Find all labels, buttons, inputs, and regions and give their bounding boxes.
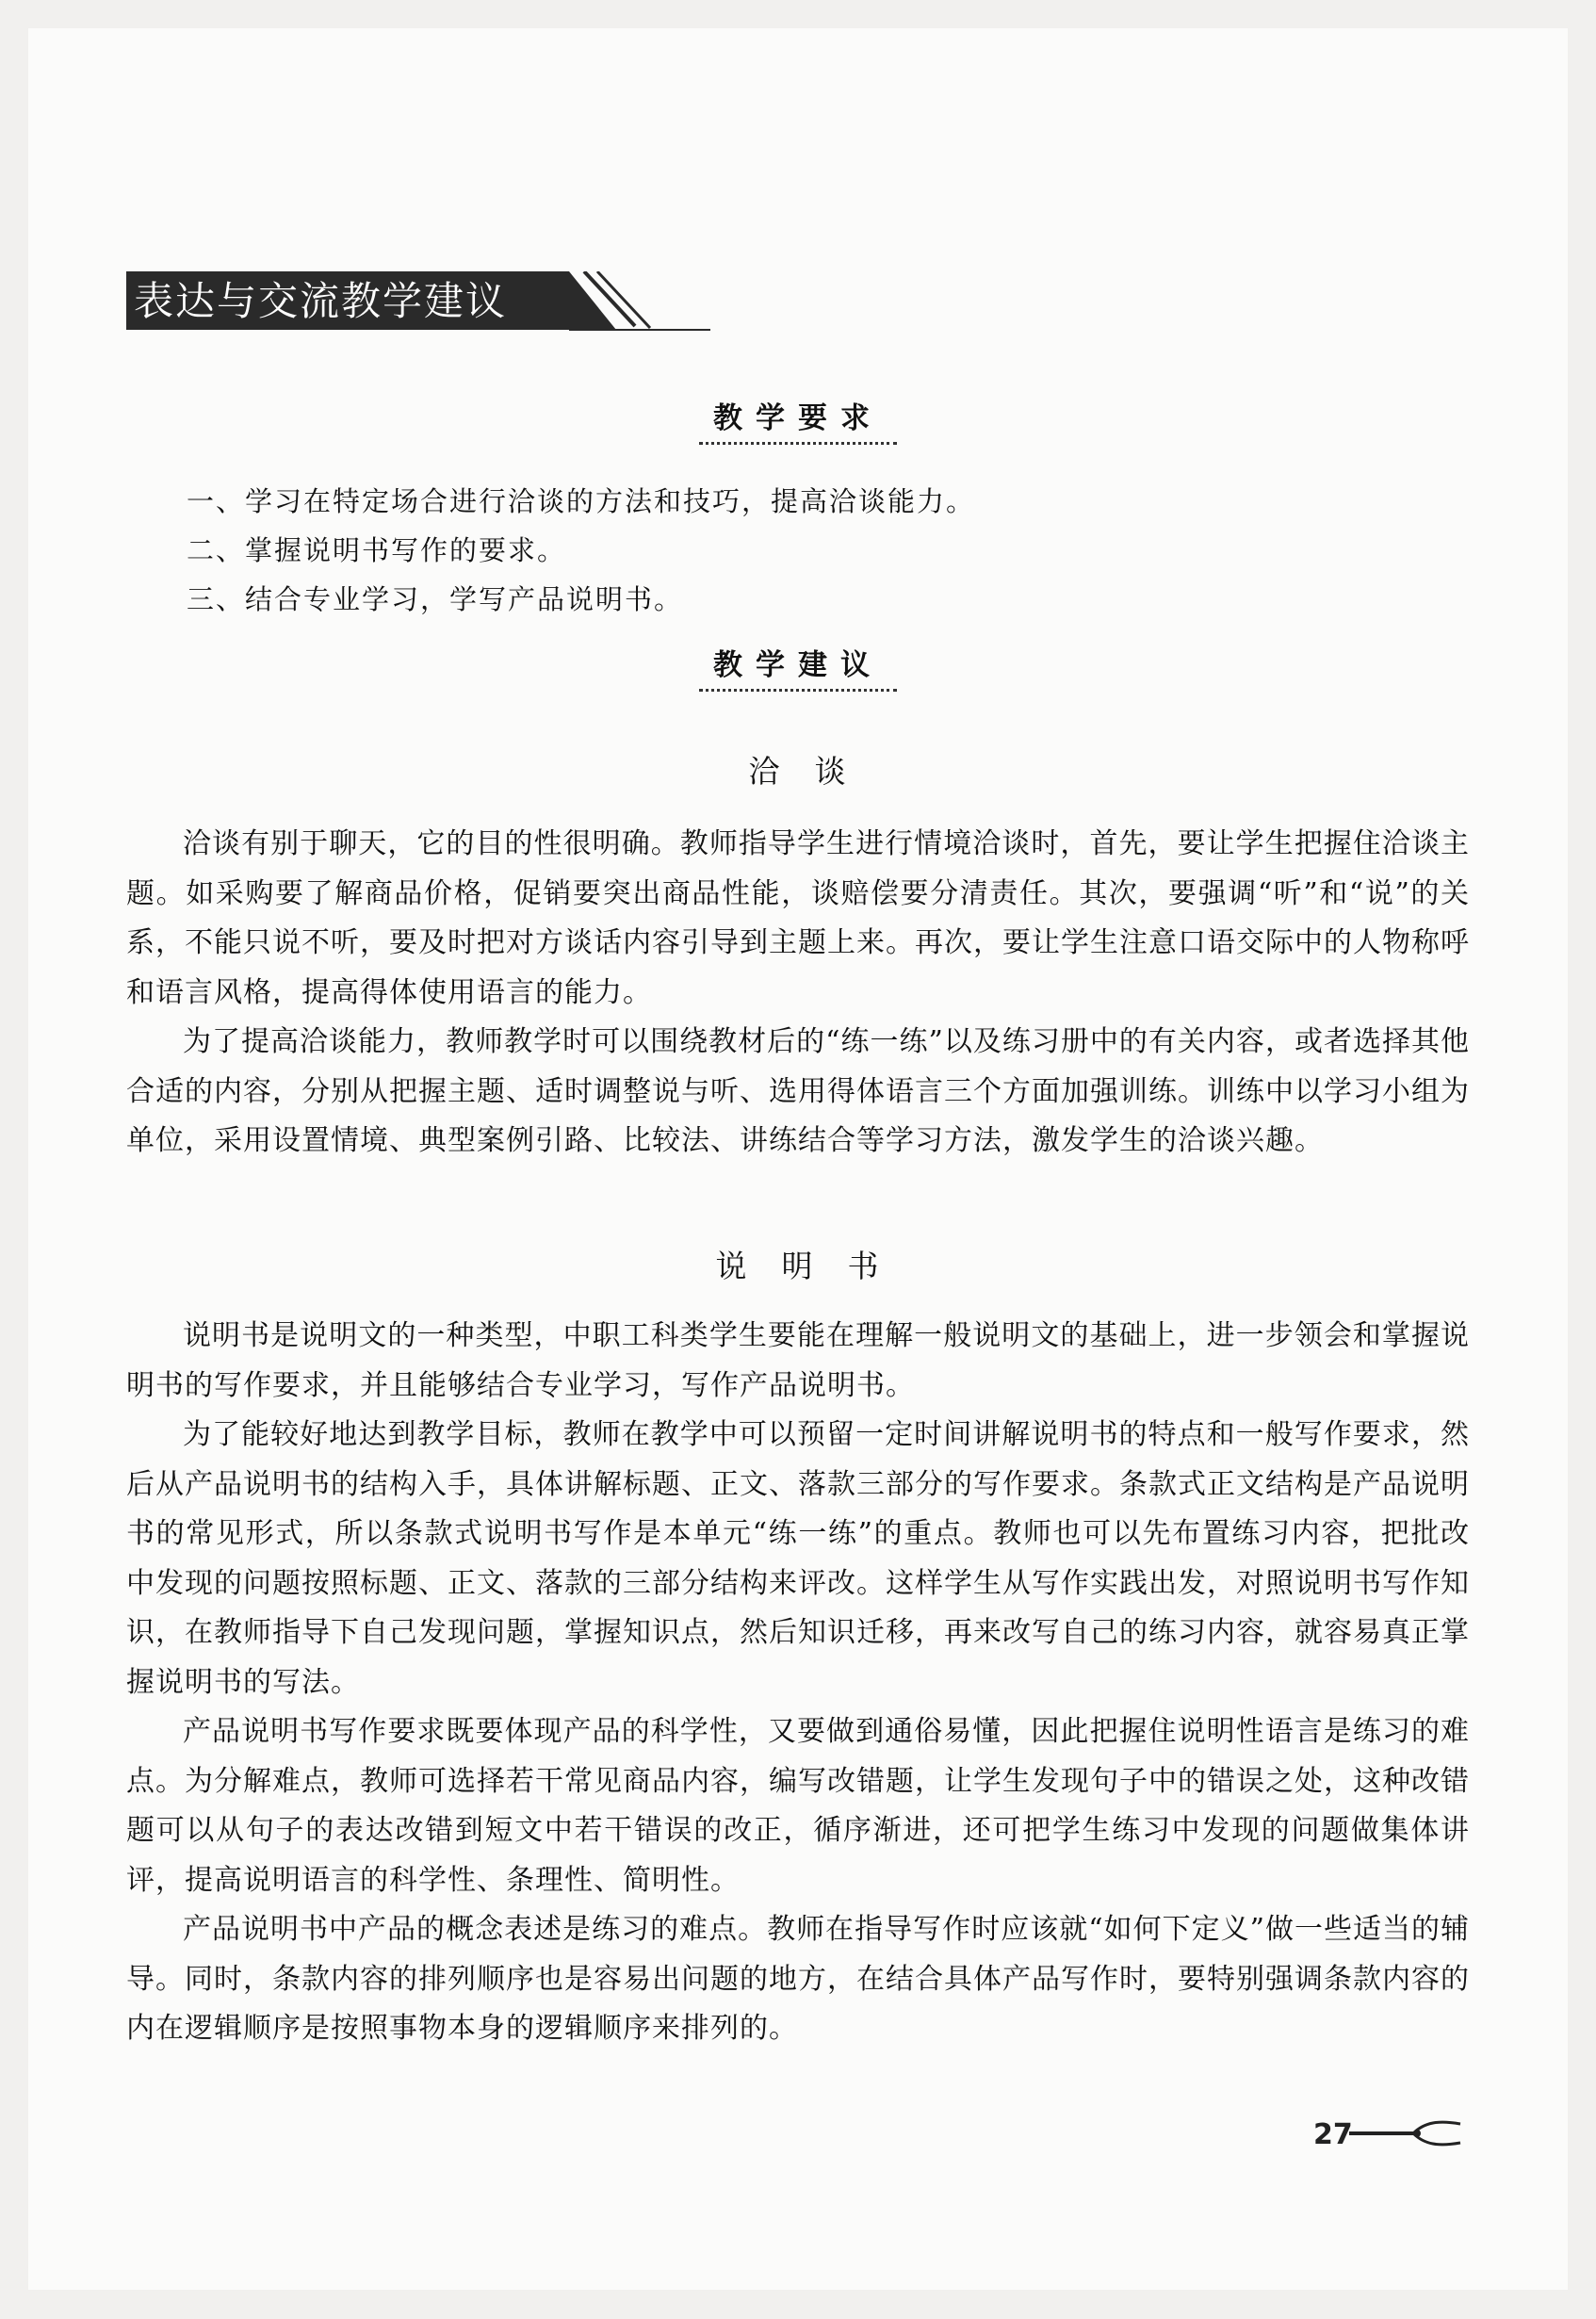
requirements-heading-underline [699,442,897,445]
paragraph: 产品说明书中产品的概念表述是练习的难点。教师在指导写作时应该就“如何下定义”做一些适当的辅导。同时，条款内容的排列顺序也是容易出问题的地方，在结合具体产品写作时，要特别强调条款内容的内在逻辑顺序是按照事物本身的逻辑顺序来排列的。 [126,1913,1470,2045]
requirement-item: 三、结合专业学习，学写产品说明书。 [187,583,684,615]
suggestions-heading [0,641,1596,692]
negotiation-body [126,820,1470,1167]
page-number: 27 [1313,2118,1353,2151]
paragraph: 为了提高洽谈能力，教师教学时可以围绕教材后的“练一练”以及练习册中的有关内容，或者选择其他合适的内容，分别从把握主题、适时调整说与听、选用得体语言三个方面加强训练。训练中以学习小组为单位，采用设置情境、典型案例引路、比较法、讲练结合等学习方法，激发学生的洽谈兴趣。 [126,1025,1470,1157]
suggestions-heading-text: 教学建议 [713,648,883,682]
section-title-banner [126,271,710,332]
page-ornament-icon [1349,2115,1472,2152]
negotiation-title: 洽 谈 [748,753,848,790]
paragraph: 说明书是说明文的一种类型，中职工科类学生要能在理解一般说明文的基础上，进一步领会和掌握说明书的写作要求，并且能够结合专业学习，写作产品说明书。 [126,1319,1470,1402]
suggestions-heading-underline [699,689,897,692]
requirements-list [187,477,1468,624]
requirements-heading [0,394,1596,445]
requirement-item: 一、学习在特定场合进行洽谈的方法和技巧，提高洽谈能力。 [187,485,976,517]
requirements-heading-text: 教学要求 [713,401,883,435]
paragraph: 洽谈有别于聊天，它的目的性很明确。教师指导学生进行情境洽谈时，首先，要让学生把握住洽谈主题。如采购要了解商品价格，促销要突出商品性能，谈赔偿要分清责任。其次，要强调“听”和“说”的关系，不能只说不听，要及时把对方谈话内容引导到主题上来。再次，要让学生注意口语交际中的人物称呼和语言风格，提高得体使用语言的能力。 [126,827,1470,1009]
manual-body [126,1312,1470,2054]
paragraph: 为了能较好地达到教学目标，教师在教学中可以预留一定时间讲解说明书的特点和一般写作要求，然后从产品说明书的结构入手，具体讲解标题、正文、落款三部分的写作要求。条款式正文结构是产品说明书的常见形式，所以条款式说明书写作是本单元“练一练”的重点。教师也可以先布置练习内容，把批改中发现的问题按照标题、正文、落款的三部分结构来评改。这样学生从写作实践出发，对照说明书写作知识，在教师指导下自己发现问题，掌握知识点，然后知识迁移，再来改写自己的练习内容，就容易真正掌握说明书的写法。 [126,1418,1470,1699]
manual-title: 说 明 书 [715,1248,881,1284]
section-title: 表达与交流教学建议 [134,278,508,324]
requirement-item: 二、掌握说明书写作的要求。 [187,534,567,566]
paragraph: 产品说明书写作要求既要体现产品的科学性，又要做到通俗易懂，因此把握住说明性语言是练习的难点。为分解难点，教师可选择若干常见商品内容，编写改错题，让学生发现句子中的错误之处，这种改错题可以从句子的表达改错到短文中若干错误的改正，循序渐进，还可把学生练习中发现的问题做集体讲评，提高说明语言的科学性、条理性、简明性。 [126,1715,1470,1897]
